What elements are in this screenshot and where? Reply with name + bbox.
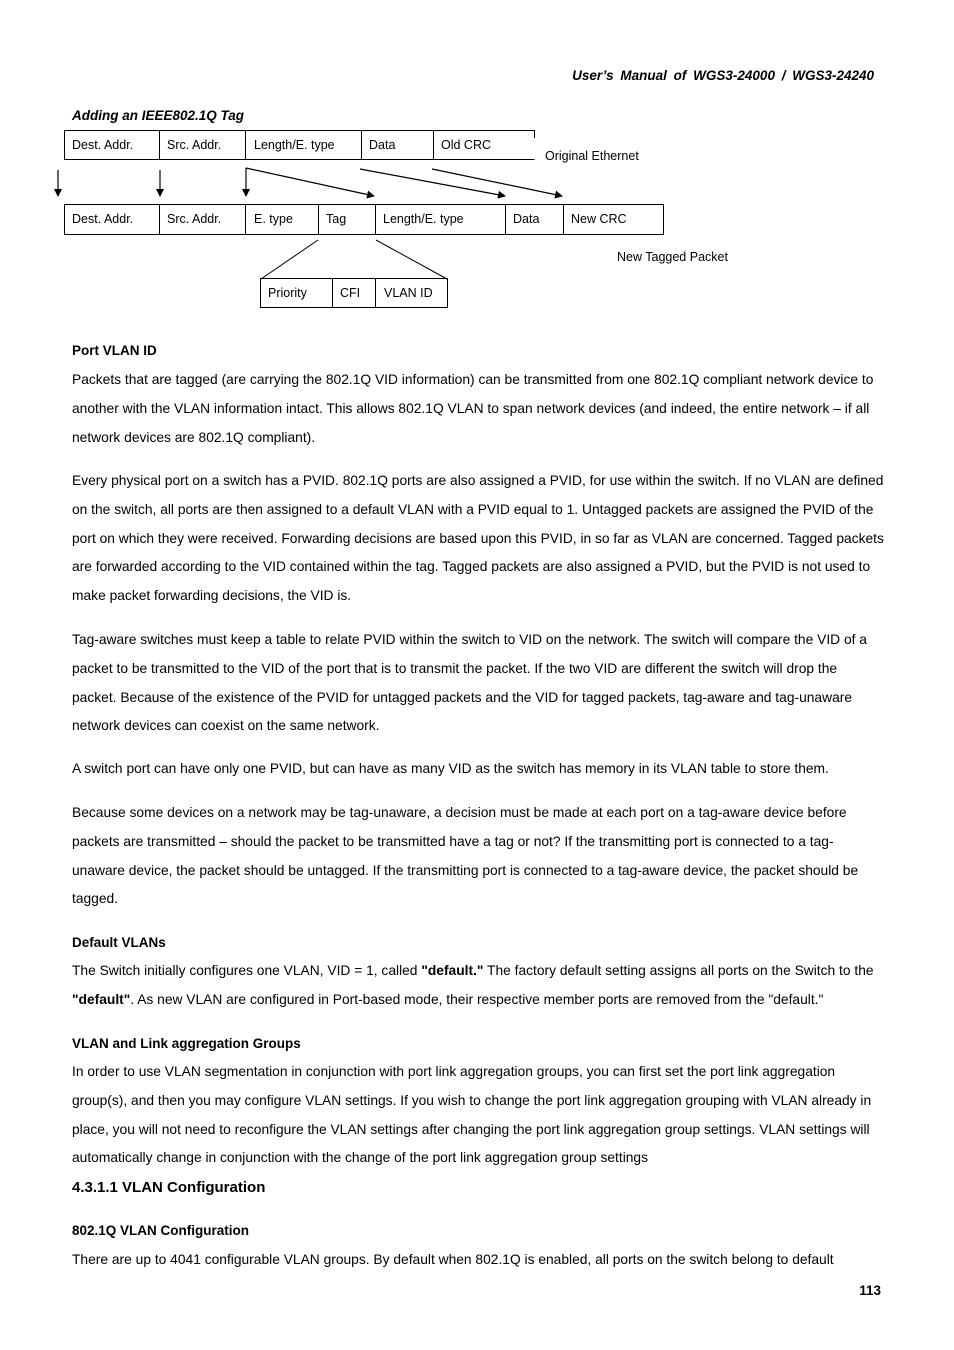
paragraph-port-vlan-3: Tag-aware switches must keep a table to relate PVID within the switch to VID on the network. The switch will compare the VID of a packet to be transmitted to the VID of the port that is to transmit the packet. If the two VID are different the switch will drop the packet. Because of the existence of the PVID for untagged packets and the VID for tagged packets, tag-aware and tag-unaware network devices can coexist on the same network. — [72, 632, 867, 734]
new-tagged-packet-label: New Tagged Packet — [617, 250, 728, 264]
tagged-cell-data: Data — [513, 212, 540, 226]
original-cell-src: Src. Addr. — [167, 138, 222, 152]
page-number: 113 — [859, 1283, 881, 1298]
mapping-arrows — [58, 168, 562, 196]
tag-cell-priority: Priority — [268, 286, 307, 300]
heading-port-vlan-id: Port VLAN ID — [72, 343, 157, 358]
tagged-cell-etype: E. type — [254, 212, 293, 226]
heading-8021q-vlan-configuration: 802.1Q VLAN Configuration — [72, 1223, 250, 1238]
paragraph-link-aggregation: In order to use VLAN segmentation in conjunction with port link aggregation groups, you can first set the port link aggregation group(s), and then you may configure VLAN settings. If you wish to change the port link aggregation grouping with VLAN already in place, you will not need to reconfigure the VLAN settings after changing the port link aggregation group settings. VLAN settings will automatically change in conjunction with the change of the port link aggregation group settings — [72, 1064, 872, 1166]
paragraph-default-vlans: The Switch initially configures one VLAN, VID = 1, called "default." The factory default setting assigns all ports on the Switch to the "default". As new VLAN are configured in Port-based mode, their respective member ports are removed from the "default." — [72, 963, 874, 1007]
vlan-tag-diagram — [0, 0, 954, 320]
tag-expansion-lines — [261, 240, 447, 279]
tagged-cell-crc: New CRC — [571, 212, 627, 226]
tagged-cell-tag: Tag — [326, 212, 347, 226]
page-header: User’s Manual of WGS3-24000 / WGS3-24240 — [572, 68, 874, 83]
heading-vlan-configuration: 4.3.1.1 VLAN Configuration — [72, 1179, 266, 1196]
tagged-cell-dest: Dest. Addr. — [72, 212, 134, 226]
tag-cell-cfi: CFI — [340, 286, 361, 300]
tagged-cell-len: Length/E. type — [383, 212, 464, 226]
paragraph-port-vlan-1: Packets that are tagged (are carrying the 802.1Q VID information) can be transmitted from one 802.1Q compliant network device to another with the VLAN information intact. This allows 802.1Q VLAN to span network devices (and indeed, the entire network – if all network devices are 802.1Q compliant). — [72, 372, 874, 445]
paragraph-port-vlan-5: Because some devices on a network may be tag-unaware, a decision must be made at each port on a tag-aware device before packets are transmitted – should the packet to be transmitted have a tag or not? If the transmitting port is connected to a tag-unaware device, the packet should be untagged. If the transmitting port is connected to a tag-aware device, the packet should be tagged. — [72, 805, 859, 907]
paragraph-port-vlan-2: Every physical port on a switch has a PVID. 802.1Q ports are also assigned a PVID, for use within the switch. If no VLAN are defined on the switch, all ports are then assigned to a default VLAN with a PVID equal to 1. Untagged packets are assigned the PVID of the port on which they were received. Forwarding decisions are based upon this PVID, in so far as VLAN are concerned. Tagged packets are forwarded according to the VID contained within the tag. Tagged packets are also assigned a PVID, but the PVID is not used to make packet forwarding decisions, the VID is. — [72, 473, 884, 604]
original-cell-len: Length/E. type — [254, 138, 335, 152]
original-cell-crc: Old CRC — [441, 138, 492, 152]
original-cell-data: Data — [369, 138, 396, 152]
heading-default-vlans: Default VLANs — [72, 935, 166, 950]
tag-cell-vlanid: VLAN ID — [384, 286, 433, 300]
heading-link-aggregation: VLAN and Link aggregation Groups — [72, 1036, 301, 1051]
paragraph-8021q-vlan-configuration: There are up to 4041 configurable VLAN groups. By default when 802.1Q is enabled, all ports on the switch belong to default — [72, 1252, 834, 1267]
original-cell-dest: Dest. Addr. — [72, 138, 134, 152]
paragraph-port-vlan-4: A switch port can have only one PVID, but can have as many VID as the switch has memory in its VLAN table to store them. — [72, 761, 829, 776]
original-ethernet-label: Original Ethernet — [545, 149, 639, 163]
diagram-title: Adding an IEEE802.1Q Tag — [72, 108, 245, 123]
tagged-cell-src: Src. Addr. — [167, 212, 222, 226]
